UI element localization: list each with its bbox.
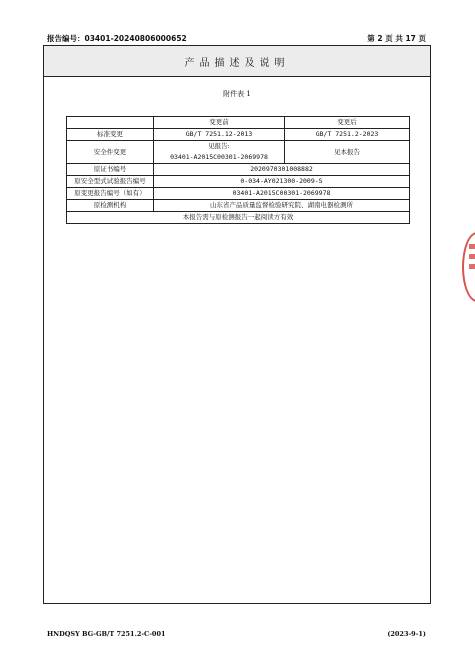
cert-no-value: 2020970301008882 (154, 164, 410, 176)
safety-before-line1: 见报告: (208, 142, 230, 150)
page-indicator: 第 2 页 共 17 页 (367, 34, 426, 43)
table-row (67, 164, 410, 176)
seal-mark (469, 244, 475, 249)
row-label: 标准变更 (67, 129, 154, 141)
standard-after: GB/T 7251.2-2023 (285, 129, 410, 141)
col-after-header: 变更后 (285, 117, 410, 129)
safety-before (154, 141, 285, 164)
type-test-value: 0-034-AY021300-2009-S (154, 176, 410, 188)
seal-mark (469, 254, 475, 259)
table-note-row (67, 212, 410, 224)
content-frame (43, 45, 431, 604)
row-label: 原证书编号 (67, 164, 154, 176)
col-before-header: 变更前 (154, 117, 285, 129)
table-row (67, 129, 410, 141)
annex-title: 附件表 1 (223, 90, 251, 98)
row-label: 原变更报告编号（如有） (67, 188, 154, 200)
change-table (66, 116, 410, 224)
form-code: HNDQSY BG-GB/T 7251.2-C-001 (47, 630, 166, 638)
safety-before-line2: 03401-A2015C00301-2069978 (170, 153, 268, 161)
empty-header-cell (67, 117, 154, 129)
table-row (67, 188, 410, 200)
standard-before: GB/T 7251.12-2013 (154, 129, 285, 141)
report-number: 报告编号：03401-20240806000652 (47, 34, 187, 43)
seal-mark (469, 264, 475, 269)
row-label: 原安全型式试验报告编号 (67, 176, 154, 188)
table-header-row (67, 117, 410, 129)
lab-value: 山东省产品质量监督检验研究院、湖南电器检测所 (154, 200, 410, 212)
row-label: 安全件变更 (67, 141, 154, 164)
table-note: 本报告需与原检测报告一起阅读方有效 (67, 212, 410, 224)
section-title: 产品描述及说明 (44, 46, 430, 77)
form-date: (2023-9-1) (387, 630, 426, 638)
row-label: 原检测机构 (67, 200, 154, 212)
table-row (67, 200, 410, 212)
change-report-value: 03401-A2015C00301-2069978 (154, 188, 410, 200)
table-row (67, 176, 410, 188)
safety-after: 见本报告 (285, 141, 410, 164)
table-row (67, 141, 410, 164)
